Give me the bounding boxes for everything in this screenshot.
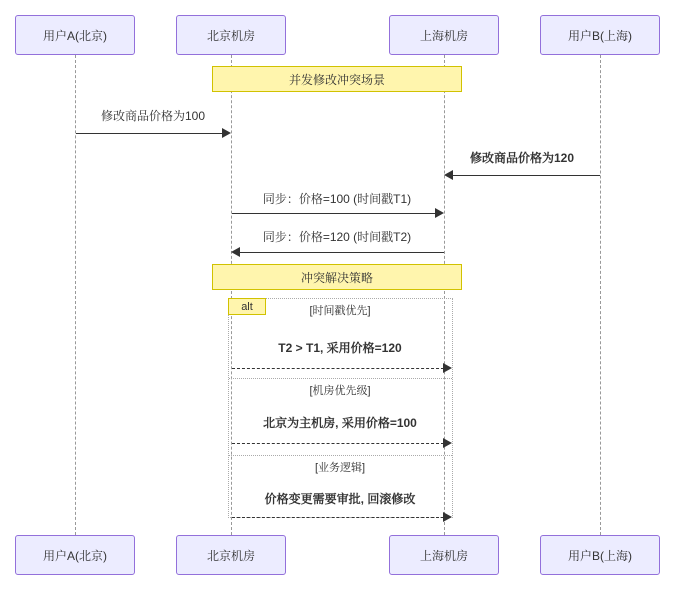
message-4-label: 同步：价格=120 (时间戳T2): [262, 230, 412, 244]
participant-userB-label: 用户B(上海): [568, 28, 632, 43]
message-1-arrowhead: [222, 128, 231, 138]
participant-footer-sh-label: 上海机房: [419, 548, 468, 563]
alt-branch-1-arrowhead: [443, 363, 452, 373]
participant-bj-label: 北京机房: [206, 28, 255, 43]
message-2-arrowhead: [444, 170, 453, 180]
message-2-label: 修改商品价格为120: [469, 151, 575, 165]
alt-divider-1: [229, 378, 452, 379]
alt-tag: [228, 298, 266, 315]
participant-sh[interactable]: [389, 15, 499, 55]
participant-userB[interactable]: [540, 15, 660, 55]
message-3-label: 同步：价格=100 (时间戳T1): [262, 192, 412, 206]
note-scenario-label: 并发修改冲突场景: [288, 72, 385, 87]
participant-userA-label: 用户A(北京): [43, 28, 107, 43]
participant-footer-sh[interactable]: [389, 535, 499, 575]
participant-footer-userA[interactable]: [15, 535, 135, 575]
message-1-label: 修改商品价格为100: [100, 109, 206, 123]
note-concurrent-conflict-scenario: [212, 66, 462, 92]
message-4-line: [240, 252, 444, 253]
alt-branch-2-arrowhead: [443, 438, 452, 448]
note-strategy-label: 冲突解决策略: [300, 270, 373, 285]
participant-userA[interactable]: [15, 15, 135, 55]
alt-tag-label: alt: [241, 300, 253, 313]
message-1-line: [76, 133, 223, 134]
participant-bj[interactable]: [176, 15, 286, 55]
participant-footer-bj[interactable]: [176, 535, 286, 575]
alt-branch-1-condition: [时间戳优先]: [309, 305, 371, 317]
alt-frame: [228, 298, 453, 518]
participant-footer-userB[interactable]: [540, 535, 660, 575]
message-2-line: [453, 175, 600, 176]
alt-branch-3-line: [232, 517, 444, 518]
alt-branch-3-message: 价格变更需要审批, 回滚修改: [264, 492, 416, 506]
alt-branch-2-condition: [机房优先级]: [309, 385, 371, 397]
participant-footer-userB-label: 用户B(上海): [568, 548, 632, 563]
message-3-arrowhead: [435, 208, 444, 218]
message-4-arrowhead: [231, 247, 240, 257]
alt-branch-3-condition: [业务逻辑]: [314, 462, 366, 474]
participant-footer-userA-label: 用户A(北京): [43, 548, 107, 563]
alt-divider-2: [229, 455, 452, 456]
lifeline-userB: [600, 55, 601, 535]
alt-branch-2-line: [232, 443, 444, 444]
note-conflict-resolution-strategy: [212, 264, 462, 290]
lifeline-userA: [75, 55, 76, 535]
alt-branch-1-message: T2 > T1, 采用价格=120: [278, 341, 402, 355]
message-3-line: [232, 213, 436, 214]
alt-branch-1-line: [232, 368, 444, 369]
participant-footer-bj-label: 北京机房: [206, 548, 255, 563]
alt-branch-3-arrowhead: [443, 512, 452, 522]
alt-branch-2-message: 北京为主机房, 采用价格=100: [263, 416, 417, 430]
participant-sh-label: 上海机房: [419, 28, 468, 43]
